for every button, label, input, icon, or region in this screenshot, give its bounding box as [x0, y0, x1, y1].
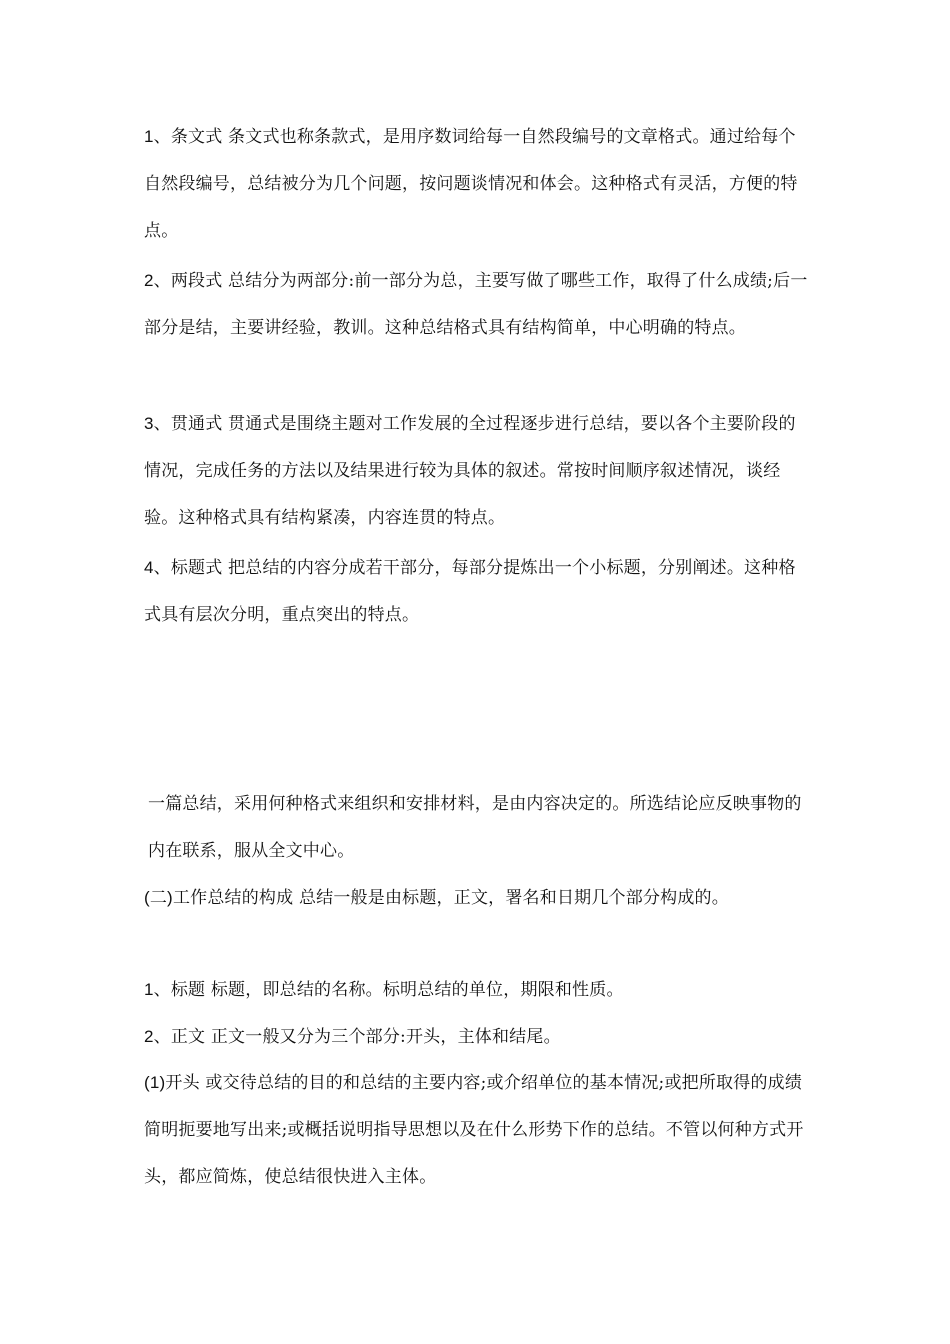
- paragraph-text: 开头 或交待总结的目的和总结的主要内容;或介绍单位的基本情况;或把所取得的成绩简明扼要地写出来;或概括说明指导思想以及在什么形势下作的总结。不管以何种方式开头，都应简炼，使总结很快进入主体。: [144, 1073, 804, 1187]
- paragraph-text: 工作总结的构成 总结一般是由标题，正文，署名和日期几个部分构成的。: [172, 888, 729, 908]
- paragraph-text: 、条文式 条文式也称条款式，是用序数词给每一自然段编号的文章格式。通过给每个自然段编号，总结被分为几个问题，按问题谈情况和体会。这种格式有灵活，方便的特点。: [144, 127, 798, 241]
- paragraph-item-2: [144, 257, 812, 352]
- item-number: 1: [144, 980, 154, 999]
- section-heading-composition: [144, 874, 812, 922]
- item-number: (二): [144, 888, 173, 907]
- item-number: (1): [144, 1073, 166, 1092]
- paragraph-text: 一篇总结，采用何种格式来组织和安排材料，是由内容决定的。所选结论应反映事物的内在联系，服从全文中心。: [148, 794, 802, 861]
- paragraph-item-3: [144, 400, 812, 542]
- item-number: 2: [144, 271, 154, 290]
- paragraph-text: 、贯通式 贯通式是围绕主题对工作发展的全过程逐步进行总结，要以各个主要阶段的情况，完成任务的方法以及结果进行较为具体的叙述。常按时间顺序叙述情况，谈经验。这种格式具有结构紧凑，内容连贯的特点。: [144, 414, 796, 528]
- paragraph-text: 、标题式 把总结的内容分成若干部分，每部分提炼出一个小标题，分别阐述。这种格式具有层次分明，重点突出的特点。: [144, 558, 796, 625]
- paragraph-text: 、标题 标题，即总结的名称。标明总结的单位，期限和性质。: [153, 980, 624, 1000]
- paragraph-text: 、正文 正文一般又分为三个部分:开头，主体和结尾。: [153, 1027, 561, 1047]
- paragraph-item-1: [144, 113, 812, 255]
- paragraph-item-4: [144, 544, 812, 639]
- paragraph-text: 、两段式 总结分为两部分:前一部分为总，主要写做了哪些工作，取得了什么成绩;后一部分是结，主要讲经验，教训。这种总结格式具有结构简单，中心明确的特点。: [144, 271, 808, 338]
- paragraph-body-part: [144, 1013, 812, 1061]
- item-number: 4: [144, 558, 154, 577]
- paragraph-format-note: [148, 780, 812, 875]
- item-number: 2: [144, 1027, 154, 1046]
- item-number: 1: [144, 127, 154, 146]
- paragraph-title-part: [144, 966, 812, 1014]
- paragraph-opening-part: [144, 1059, 812, 1201]
- item-number: 3: [144, 414, 154, 433]
